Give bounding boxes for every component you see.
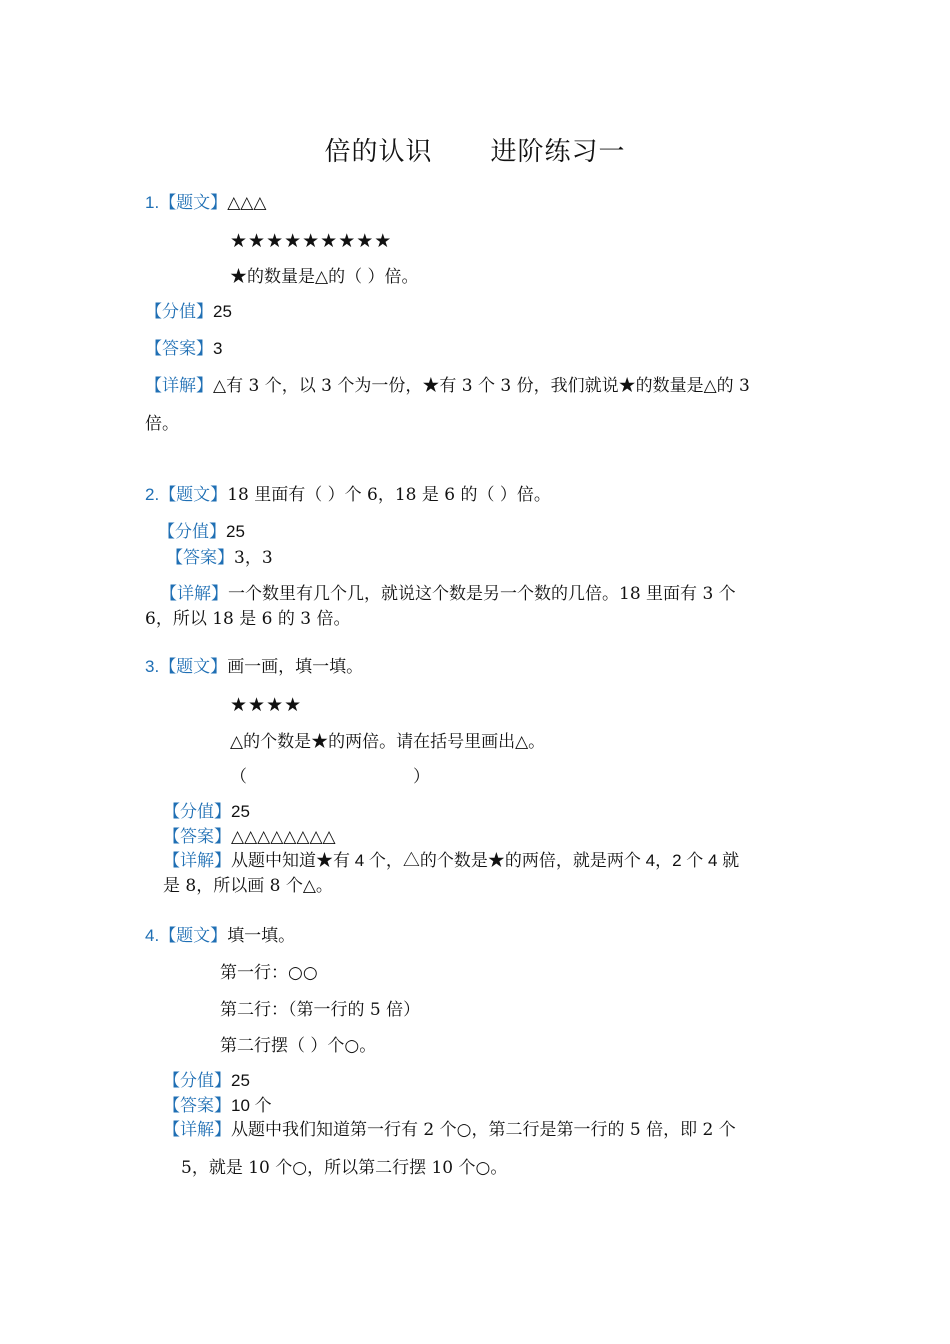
q1-detail-label: 【详解】 <box>145 376 213 396</box>
q2-detail-text1: 一个数里有几个几，就说这个数是另一个数的几倍。18 里面有 3 个 <box>228 584 736 604</box>
q1-detail-line1 <box>145 374 750 398</box>
q4-score-label: 【分值】 <box>163 1071 231 1091</box>
q2-answer: 3，3 <box>234 548 273 568</box>
q4-score: 25 <box>231 1071 250 1090</box>
q2-stem-label: 【题文】 <box>159 485 228 505</box>
q4-answer-label: 【答案】 <box>163 1096 231 1116</box>
q3-stars: ★★★★ <box>230 694 303 716</box>
q3-detail-text1: 从题中知道★有 4 个，△的个数是★的两倍，就是两个 4，2 个 4 就 <box>231 851 740 870</box>
q1-stem: △△△ <box>227 193 267 213</box>
q4-row3: 第二行摆（ ）个○。 <box>220 1036 377 1056</box>
q1-answer-label: 【答案】 <box>145 339 213 359</box>
q4-stem-label: 【题文】 <box>159 926 228 946</box>
q3-answer-line <box>163 825 336 849</box>
title-part2: 进阶练习一 <box>490 137 626 167</box>
q3-score-line <box>163 800 250 824</box>
q4-detail-text1: 从题中我们知道第一行有 2 个○，第二行是第一行的 5 倍，即 2 个 <box>231 1120 736 1140</box>
q3-paren-open: （ <box>230 767 247 787</box>
q3-question: △的个数是★的两倍。请在括号里画出△。 <box>230 732 546 752</box>
q4-answer-line <box>163 1094 272 1118</box>
q3-score: 25 <box>231 802 250 821</box>
title-part1: 倍的认识 <box>324 137 433 167</box>
q2-stem: 18 里面有（ ）个 6，18 是 6 的（ ）倍。 <box>227 485 551 505</box>
q2-number: 2. <box>145 485 160 504</box>
q3-stem: 画一画，填一填。 <box>227 657 364 677</box>
q4-detail-line2: 5，就是 10 个○，所以第二行摆 10 个○。 <box>181 1158 508 1178</box>
q4-row2: 第二行：（第一行的 5 倍） <box>220 1000 421 1020</box>
q2-detail-label: 【详解】 <box>160 584 228 604</box>
q2-score-label: 【分值】 <box>158 522 226 542</box>
q2-stem-line <box>145 483 551 507</box>
q3-stem-label: 【题文】 <box>159 657 228 677</box>
q1-question: ★的数量是△的（ ）倍。 <box>230 267 419 287</box>
q1-stem-line <box>145 191 266 215</box>
q2-answer-label: 【答案】 <box>166 548 234 568</box>
q1-detail-line2: 倍。 <box>145 414 179 434</box>
q4-detail-label: 【详解】 <box>163 1120 231 1140</box>
q4-stem: 填一填。 <box>227 926 296 946</box>
q3-score-label: 【分值】 <box>163 802 231 822</box>
q4-score-line <box>163 1069 250 1093</box>
q3-detail-line1 <box>163 849 739 873</box>
q2-score: 25 <box>226 522 245 541</box>
q1-score-line <box>145 300 232 324</box>
q3-paren-close: ） <box>413 767 430 787</box>
q1-answer: 3 <box>213 339 223 358</box>
q1-number: 1. <box>145 193 160 212</box>
page-title <box>0 134 950 170</box>
q4-answer: 10 个 <box>231 1096 272 1115</box>
q4-detail-line1 <box>163 1118 736 1142</box>
q4-number: 4. <box>145 926 160 945</box>
q2-detail-line2: 6，所以 18 是 6 的 3 倍。 <box>145 609 351 629</box>
q3-detail-label: 【详解】 <box>163 851 231 871</box>
q2-detail-line1 <box>160 582 736 606</box>
q4-row1: 第一行：○○ <box>220 963 318 983</box>
q2-answer-line <box>166 546 273 570</box>
q4-stem-line <box>145 924 295 948</box>
q1-answer-line <box>145 337 222 361</box>
q3-answer: △△△△△△△△ <box>231 827 336 847</box>
q1-detail-text1: △有 3 个，以 3 个为一份，★有 3 个 3 份，我们就说★的数量是△的 3 <box>213 376 750 396</box>
q1-score: 25 <box>213 302 232 321</box>
q1-score-label: 【分值】 <box>145 302 213 322</box>
q3-answer-label: 【答案】 <box>163 827 231 847</box>
q3-number: 3. <box>145 657 160 676</box>
q3-stem-line <box>145 655 363 679</box>
q1-stars: ★★★★★★★★★ <box>230 230 393 252</box>
q1-stem-label: 【题文】 <box>159 193 228 213</box>
q2-score-line <box>158 520 245 544</box>
q3-detail-line2: 是 8，所以画 8 个△。 <box>163 876 333 896</box>
